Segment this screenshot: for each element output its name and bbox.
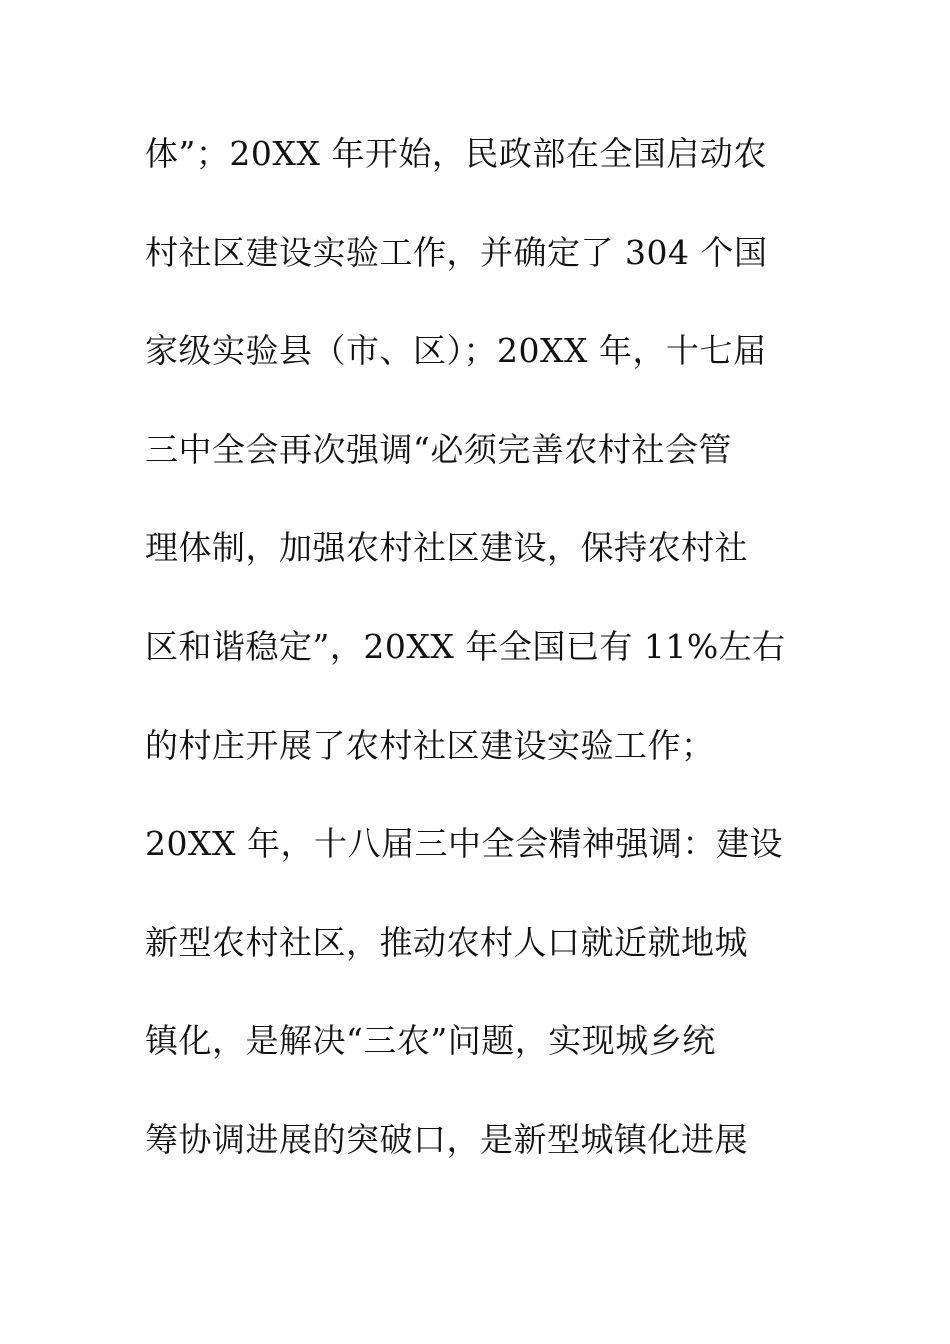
text-line: 三中全会再次强调“必须完善农村社会管	[145, 429, 732, 469]
body-paragraph	[145, 128, 805, 1213]
text-line: 镇化，是解决“三农”问题，实现城乡统	[145, 1021, 716, 1061]
text-line: 体”；20XX 年开始，民政部在全国启动农	[145, 134, 767, 173]
text-line: 新型农村社区，推动农村人口就近就地城	[145, 922, 748, 962]
text-line: 筹协调进展的突破口，是新型城镇化进展	[145, 1119, 748, 1159]
text-line: 家级实验县（市、区）；20XX 年，十七届	[145, 331, 767, 371]
text-line: 20XX 年，十八届三中全会精神强调：建设	[145, 824, 783, 864]
text-line: 区和谐稳定”，20XX 年全国已有 11%左右	[145, 626, 786, 666]
text-line: 的村庄开展了农村社区建设实验工作；	[145, 725, 715, 765]
text-line: 村社区建设实验工作，并确定了 304 个国	[145, 232, 768, 272]
text-line: 理体制，加强农村社区建设，保持农村社	[145, 528, 748, 568]
